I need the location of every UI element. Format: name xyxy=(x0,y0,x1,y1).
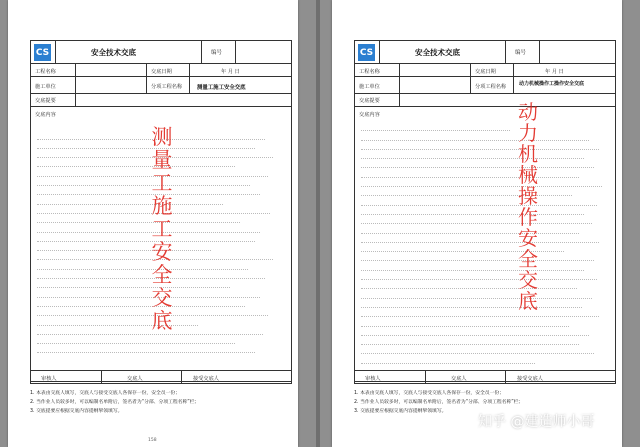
date-label: 交底日期 xyxy=(151,69,172,75)
stamp-char: 安 xyxy=(151,240,173,264)
stamp-char: 测 xyxy=(151,125,173,149)
stamp-char: 工 xyxy=(151,217,173,241)
receiver-label: 接受交底人 xyxy=(193,376,219,382)
red-title-stamp xyxy=(515,102,541,312)
info-table xyxy=(354,64,616,382)
stamp-char: 力 xyxy=(518,121,538,145)
reviewer-label: 审核人 xyxy=(41,376,57,382)
content-label: 交底内容 xyxy=(359,112,380,118)
stamp-char: 安 xyxy=(518,226,538,250)
presenter-label: 交底人 xyxy=(451,376,467,382)
note-line: 3. 交底提要应根据交底内容提纲挈领填写。 xyxy=(30,409,123,414)
subitem-value: 测量工施工安全交底 xyxy=(197,85,246,91)
number-label: 编号 xyxy=(211,50,223,56)
stamp-char: 动 xyxy=(518,100,538,124)
receiver-label: 接受交底人 xyxy=(517,376,543,382)
content-text-lines xyxy=(361,122,609,364)
doc-title: 安全技术交底 xyxy=(91,48,136,57)
stamp-char: 底 xyxy=(151,309,173,333)
page-number: 158 xyxy=(148,438,157,443)
unit-label: 施工单位 xyxy=(359,84,380,90)
signature-row xyxy=(354,370,616,384)
header-row xyxy=(354,40,616,64)
date-value: 年 月 日 xyxy=(545,69,564,75)
stamp-char: 操 xyxy=(518,184,538,208)
stamp-char: 械 xyxy=(518,163,538,187)
summary-label: 交底提要 xyxy=(359,98,380,104)
date-label: 交底日期 xyxy=(475,69,496,75)
stamp-char: 施 xyxy=(151,194,173,218)
stamp-char: 全 xyxy=(151,263,173,287)
project-name-label: 工程名称 xyxy=(35,69,56,75)
subitem-value: 动力机械操作工操作安全交底 xyxy=(519,81,585,87)
company-logo-icon: CS xyxy=(34,44,51,61)
date-value: 年 月 日 xyxy=(221,69,240,75)
page-divider xyxy=(316,0,320,447)
doc-title: 安全技术交底 xyxy=(415,48,460,57)
note-line: 1. 本表由交底人填写，交底人与接受交底人各保存一份，安全员一份； xyxy=(30,391,181,396)
number-label: 编号 xyxy=(515,50,527,56)
note-line: 2. 当作业人员较多时，可以编制名单附后，签名者为“分部、分项工程名称”栏； xyxy=(30,400,200,405)
unit-label: 施工单位 xyxy=(35,84,56,90)
document-page-right xyxy=(332,0,622,447)
reviewer-label: 审核人 xyxy=(365,376,381,382)
red-title-stamp xyxy=(149,126,175,333)
note-line: 1. 本表由交底人填写，交底人与接受交底人各保存一份，安全员一份； xyxy=(354,391,505,396)
stamp-char: 交 xyxy=(151,286,173,310)
company-logo-icon: CS xyxy=(358,44,375,61)
content-label: 交底内容 xyxy=(35,112,56,118)
zhihu-watermark: 知乎 @建造师小哥 xyxy=(478,414,595,430)
document-page-left xyxy=(8,0,298,447)
project-name-label: 工程名称 xyxy=(359,69,380,75)
stamp-char: 量 xyxy=(151,148,173,172)
stamp-char: 全 xyxy=(518,247,538,271)
subitem-label: 分项工程名称 xyxy=(151,84,183,90)
note-line: 2. 当作业人员较多时，可以编制名单附后，签名者为“分部、分项工程名称”栏； xyxy=(354,400,524,405)
summary-label: 交底提要 xyxy=(35,98,56,104)
stamp-char: 机 xyxy=(518,142,538,166)
notes xyxy=(30,389,292,416)
stamp-char: 作 xyxy=(518,205,538,229)
stamp-char: 交 xyxy=(518,268,538,292)
stamp-char: 工 xyxy=(151,171,173,195)
signature-row xyxy=(30,370,292,384)
info-table xyxy=(30,64,292,382)
subitem-label: 分项工程名称 xyxy=(475,84,507,90)
note-line: 3. 交底提要应根据交底内容提纲挈领填写。 xyxy=(354,409,447,414)
stamp-char: 底 xyxy=(518,289,538,313)
header-row xyxy=(30,40,292,64)
presenter-label: 交底人 xyxy=(127,376,143,382)
